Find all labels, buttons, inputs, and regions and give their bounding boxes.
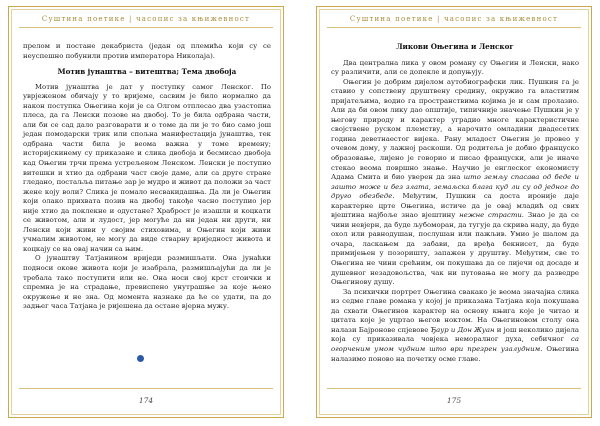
header-divider [327, 27, 581, 28]
quoted-verse: што земљу спасава од беде и зашто може и без злата, земаљска блага куд ли су од једног до друго обезбеде [331, 173, 579, 201]
book-title: Ђаур и Дон Жуан [430, 325, 495, 334]
section-subheading: Мотив јунаштва – витештва; Тема двобоја [57, 67, 237, 77]
body-paragraph: О јунаштву Татјанином вриједи размишљати. Она јунаћки подноси окове живота који је изабрала, размишљајући да ли је требала тако поступити или не. Она носи свој крст стоички и спремна је на страдање, превиспено унутрашње за које њено окружење и не зна. Од момента назнаке да ће се удати, па до задњег часа Татјана је ријешена да остане вјерна мужу. [23, 254, 271, 311]
running-header: Суштина поетике | часопис за књижевност [349, 15, 559, 23]
text-run: . Међутим, Пушкин са доста ироније даје карактерне црте Оњегина, истиче да је овај младић од свих вјештина најбоље знао вјештину [331, 192, 580, 220]
text-run: . Знао је да се чини невјерн, да буде љубоморан, да тугује да скрива наду, да буде охол или равнодушан, послушан или пажљив. Умио је шалом да очара, ласкањем да забави, да вређа бекнисет, да буде примијењен у позоришту, запажен у друштву. Међутим, све то Оњегина не чини срећним, он покушава да се лијечи од досаде и душевног незадовољства, чак ни путовања не могу да разведре Оњегинову душу. [331, 211, 579, 287]
body-paragraph [331, 78, 579, 288]
page-number: 174 [138, 396, 154, 405]
text-run: Оњегин је добрим дијелом аутобиографски лик. Пушкин га је ставио у сопствену друштвену средину, окружио га властитим пријатељима, водио га пространствима којима је и сам пролазио. Али да би овом лику дао општије, типичније значење Пушкин је у његову природу и карактер уградио многе карактеристичне својствене руском племству, а нарочито омладини двадесетих година деветнаестог вијека. Рану младост Оњегин је провео у очевом дому, у лажној раскоши. Од родитеља је добио француско образовање, лијено је говорио и писао француски, али је иначе стекао веома површно знање. Научио је енглеског економисту Адама Смита и био уверен да зна [331, 77, 579, 182]
bookmark-dot[interactable] [137, 355, 144, 362]
right-page-body [331, 42, 579, 364]
continued-paragraph: прелом и постане декабриста (један од племића који су се неуспешно побунили против императора Николаја). [23, 42, 271, 60]
text-run: За психички портрет Оњегина свакако је веома значајна слика из седме главе романа у којој је приказана Татјана која покушава да схвати Оњегинов карактер на основу књига које је читао и цитата које је уцртао његов ноктом. На Оњегиновом столу она налази Бајронове спјевове [331, 287, 579, 334]
section-heading: Ликови Оњегина и Ленског [396, 42, 514, 51]
page-number: 175 [446, 396, 462, 405]
body-paragraph [331, 288, 579, 364]
text-run: . Оњегина налазимо поново на почетку осме главе. [331, 344, 579, 363]
running-header: Суштина поетике | часопис за књижевност [41, 15, 251, 23]
text-run: и још неколико дијела која су приказивала човјека неморалног духа, себичног [331, 325, 579, 344]
right-page [316, 6, 592, 418]
header-divider [19, 27, 273, 28]
left-page [8, 6, 284, 418]
left-page-body [23, 42, 271, 312]
quoted-verse: нежне страсти [459, 211, 522, 220]
body-paragraph: Два централна лика у овом роману су Оњегин и Ленски, нако су различити, али се допекле и допуњују. [331, 58, 579, 77]
quoted-verse: са огорченим умом чудним што ври презрен узалудним [331, 335, 579, 353]
body-paragraph: Мотив јунаштва је дат у поступку самог Ленског. По уврјеженом обичају у то вријеме, сасвим је било нормално да након поступка Оњегина који је са Олгом отплесао два узастопна плеса, да га Ленски позове на двобој. То је била одбрана части, али би се сад дало разговарати и о томе да ли је то био само још један помодарски трик или спољна манифестација јунаштва, тек одбрана части била је веома важна у томе времену; историјскинему су приказане и слика двобоја и бесмисао двобоја кад Оњегин трчи према устрељеном Ленском. Ленски је поступио витешки и хтио да одбрани част своје даме, али са друге стране гледано, постаљља питање зар је мудро и живот да положи за част жене коју воли? Слика је помало несвакидашња. Да ли је Оњегин који олако прихвата позив на двобој такође часно поступио јер није хтио да поклекне и одустане? Храброст је изашли и коцкати се животом, али и лудост, јер могуће да ни један ни други, ни Ленски који живи у својим стиховима, и Оњегин који живи учмалим животом, не могу да виде стварну вриједност живота и коцкају се на овај начин са њим. [23, 82, 271, 253]
footer-divider [327, 388, 581, 389]
footer-divider [19, 388, 273, 389]
